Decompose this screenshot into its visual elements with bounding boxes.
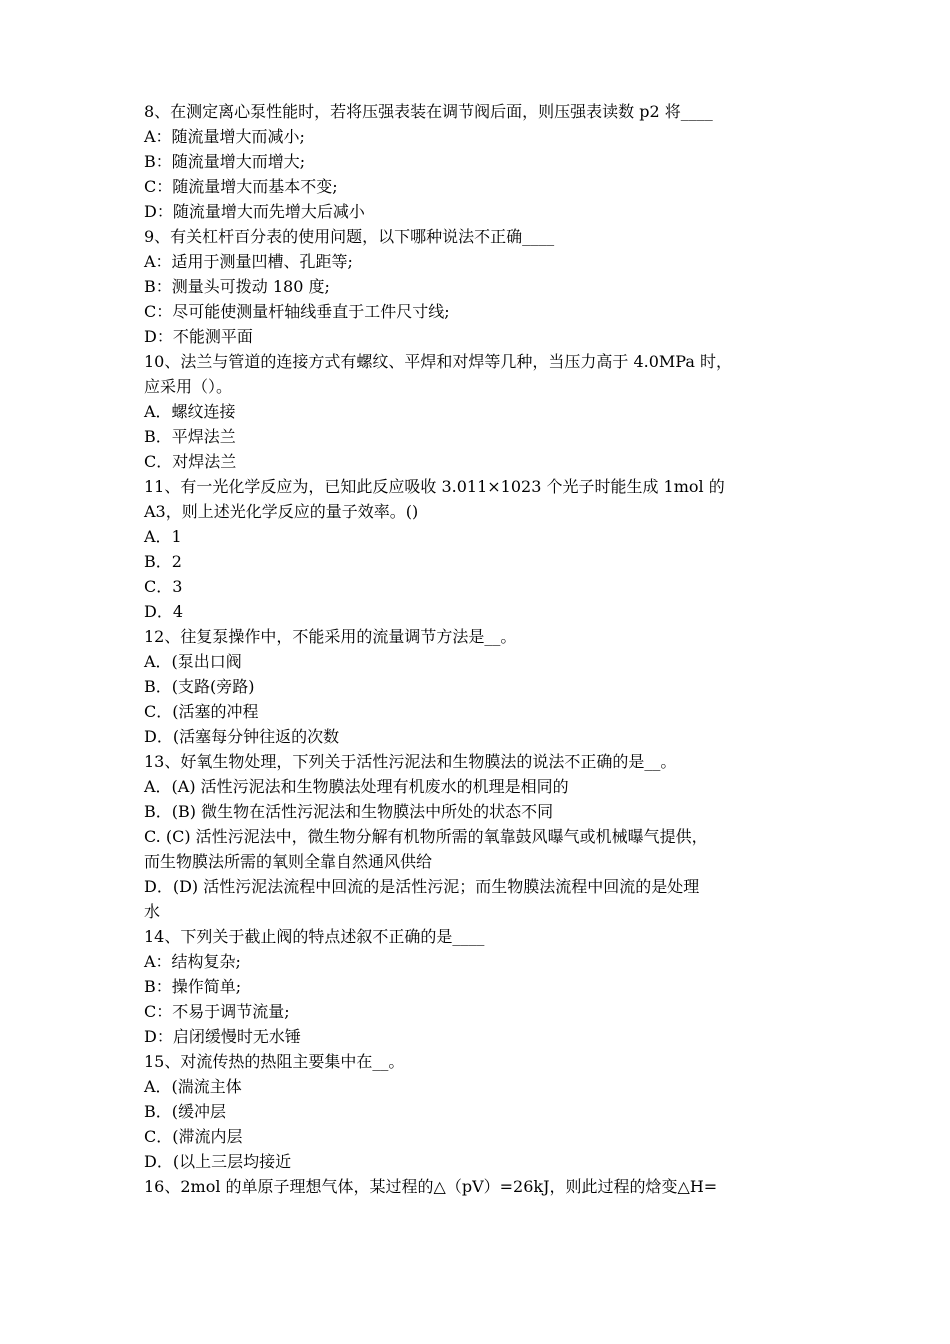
q13-option-d-line-1: D．(D) 活性污泥法流程中回流的是活性污泥；而生物膜法流程中回流的是处理	[144, 877, 700, 896]
q12-stem: 12、往复泵操作中，不能采用的流量调节方法是__。	[144, 627, 517, 646]
document-body	[144, 99, 808, 1199]
q14-option-d: D：启闭缓慢时无水锤	[144, 1027, 301, 1046]
q13-option-c-line-1: C. (C) 活性污泥法中，微生物分解有机物所需的氧靠鼓风曝气或机械曝气提供，	[144, 827, 708, 846]
q15-option-c: C．(滞流内层	[144, 1127, 243, 1146]
q15-stem: 15、对流传热的热阻主要集中在__。	[144, 1052, 405, 1071]
q11-stem-line-2: A3，则上述光化学反应的量子效率。()	[144, 502, 419, 521]
q10-stem-line-2: 应采用（）。	[144, 377, 233, 396]
q10-option-c: C．对焊法兰	[144, 452, 237, 471]
q8-stem: 8、在测定离心泵性能时，若将压强表装在调节阀后面，则压强表读数 p2 将____	[144, 102, 713, 121]
q14-option-a: A：结构复杂;	[144, 952, 241, 971]
q12-option-d: D．(活塞每分钟往返的次数	[144, 727, 340, 746]
q13-option-d-line-2: 水	[144, 902, 161, 921]
q11-option-a: A．1	[144, 527, 182, 546]
q14-option-c: C：不易于调节流量;	[144, 1002, 290, 1021]
q16-stem: 16、2mol 的单原子理想气体，某过程的△（pV）=26kJ，则此过程的焓变△H=	[144, 1177, 718, 1196]
q9-stem: 9、有关杠杆百分表的使用问题，以下哪种说法不正确____	[144, 227, 555, 246]
q10-option-b: B．平焊法兰	[144, 427, 236, 446]
q15-option-a: A．(湍流主体	[144, 1077, 242, 1096]
q8-option-a: A：随流量增大而减小;	[144, 127, 305, 146]
q11-option-d: D．4	[144, 602, 184, 621]
q14-stem: 14、下列关于截止阀的特点述叙不正确的是____	[144, 927, 485, 946]
q10-option-a: A．螺纹连接	[144, 402, 236, 421]
q15-option-b: B．(缓冲层	[144, 1102, 227, 1121]
q14-option-b: B：操作简单;	[144, 977, 242, 996]
q15-option-d: D．(以上三层均接近	[144, 1152, 292, 1171]
q9-option-b: B：测量头可拨动 180 度;	[144, 277, 330, 296]
q11-stem-line-1: 11、有一光化学反应为，已知此反应吸收 3.011×1023 个光子时能生成 1mol 的	[144, 477, 725, 496]
q13-stem: 13、好氧生物处理，下列关于活性污泥法和生物膜法的说法不正确的是__。	[144, 752, 677, 771]
q11-option-c: C．3	[144, 577, 183, 596]
q11-option-b: B．2	[144, 552, 182, 571]
q9-option-c: C：尽可能使测量杆轴线垂直于工件尺寸线;	[144, 302, 450, 321]
q8-option-c: C：随流量增大而基本不变;	[144, 177, 338, 196]
q13-option-a: A．(A) 活性污泥法和生物膜法处理有机废水的机理是相同的	[144, 777, 569, 796]
q12-option-a: A．(泵出口阀	[144, 652, 242, 671]
q13-option-b: B．(B) 微生物在活性污泥法和生物膜法中所处的状态不同	[144, 802, 554, 821]
q12-option-b: B．(支路(旁路)	[144, 677, 255, 696]
q12-option-c: C．(活塞的冲程	[144, 702, 259, 721]
q9-option-a: A：适用于测量凹槽、孔距等;	[144, 252, 353, 271]
q9-option-d: D：不能测平面	[144, 327, 253, 346]
q8-option-d: D：随流量增大而先增大后减小	[144, 202, 365, 221]
q13-option-c-line-2: 而生物膜法所需的氧则全靠自然通风供给	[144, 852, 433, 871]
q10-stem-line-1: 10、法兰与管道的连接方式有螺纹、平焊和对焊等几种，当压力高于 4.0MPa 时，	[144, 352, 732, 371]
q8-option-b: B：随流量增大而增大;	[144, 152, 306, 171]
